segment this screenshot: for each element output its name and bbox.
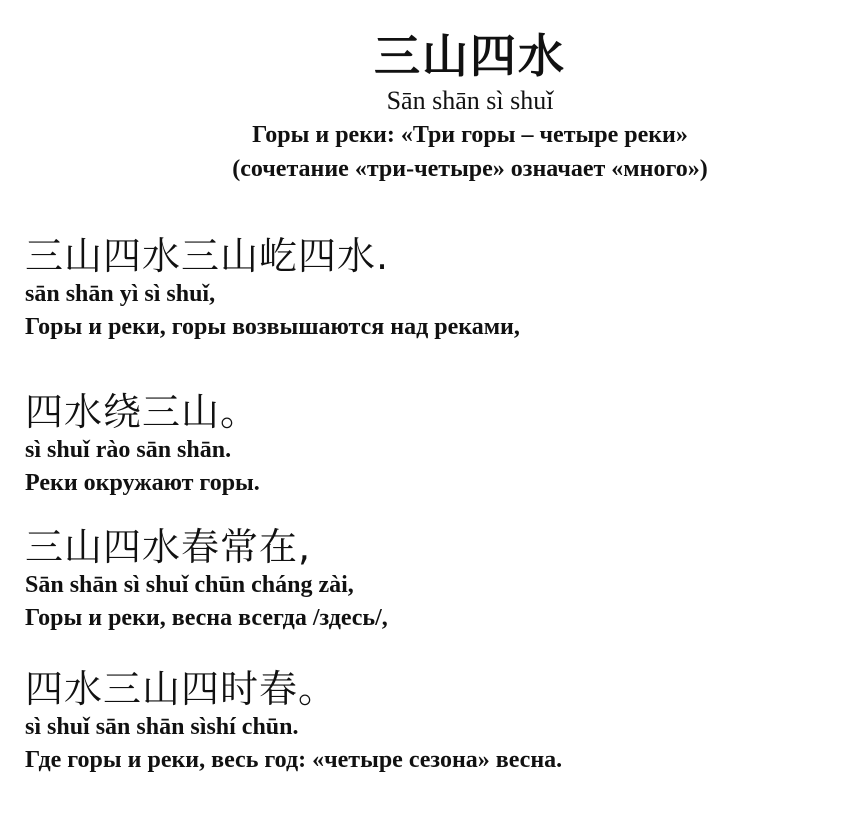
- poem-title-hanzi: 三山四水: [374, 29, 566, 83]
- stanza-4: [25, 667, 825, 777]
- stanza-translation: Горы и реки, весна всегда /здесь/,: [25, 605, 388, 631]
- stanza-2: [25, 390, 825, 500]
- stanza-1: [25, 234, 825, 344]
- stanza-pinyin: Sān shān sì shuǐ chūn cháng zài,: [25, 572, 354, 598]
- stanza-pinyin: sān shān yì sì shuǐ,: [25, 281, 216, 307]
- stanza-hanzi: 四水绕三山。: [25, 390, 260, 434]
- stanza-3: [25, 525, 825, 635]
- stanza-pinyin: sì shuǐ rào sān shān.: [25, 437, 232, 463]
- stanza-pinyin: sì shuǐ sān shān sìshí chūn.: [25, 714, 299, 740]
- stanza-hanzi: 四水三山四时春。: [25, 667, 338, 711]
- stanza-translation: Где горы и реки, весь год: «четыре сезона» весна.: [25, 747, 563, 773]
- poem-title-pinyin: Sān shān sì shuǐ: [386, 86, 554, 115]
- poem-subtitle-line1: Горы и реки: «Три горы – четыре реки»: [252, 122, 688, 148]
- stanza-hanzi: 三山四水春常在,: [25, 525, 312, 569]
- stanza-hanzi: 三山四水三山屹四水.: [25, 234, 390, 278]
- poem-subtitle-line2: (сочетание «три-четыре» означает «много»): [232, 156, 708, 182]
- stanza-translation: Реки окружают горы.: [25, 470, 260, 496]
- poem-header: [100, 28, 840, 186]
- stanza-translation: Горы и реки, горы возвышаются над реками,: [25, 314, 520, 340]
